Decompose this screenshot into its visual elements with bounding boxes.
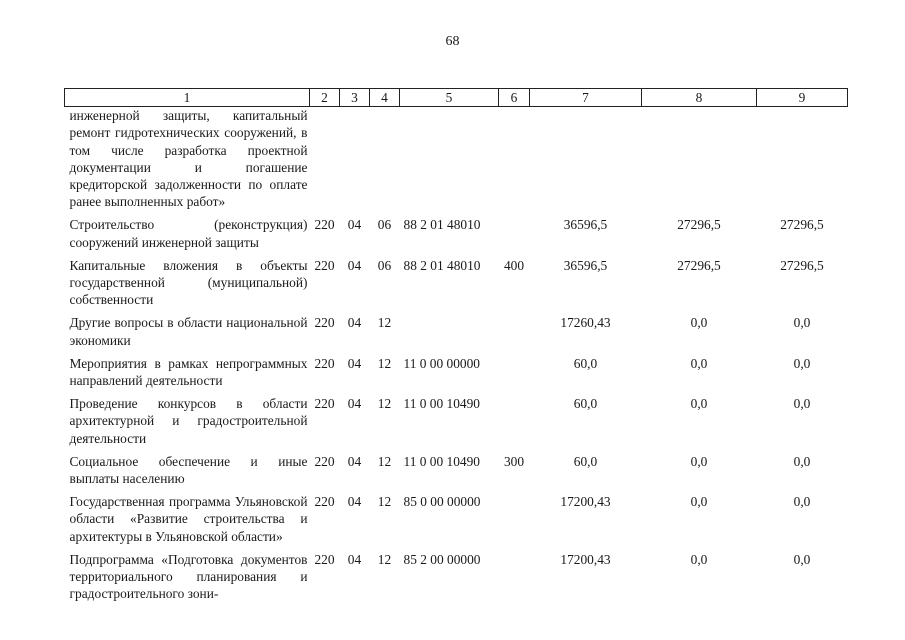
col-header-3: 3 [340,89,370,107]
row-code-section: 04 [347,396,362,412]
row-amount-col8: 0,0 [690,315,708,331]
row-code-subsection: 12 [377,551,392,567]
row-code-expense-type [499,545,530,603]
col-header-6: 6 [499,89,530,107]
row-amount-col8 [642,107,757,211]
row-name: Проведение конкурсов в области архитектурной и градостроительной деятельности [69,396,308,446]
col-header-9: 9 [757,89,848,107]
table-row [65,447,848,487]
row-code-section: 04 [347,494,362,510]
row-amount-col9: 0,0 [793,315,811,331]
row-name: Строительство (реконструкция) сооружений инженерной защиты [69,217,308,250]
table-row [65,251,848,309]
row-code-subsection: 06 [377,257,392,273]
row-code-ministry: 220 [314,453,335,469]
row-name: Подпрограмма «Подготовка документов территориального планирования и градостроительного зони- [69,551,308,602]
table-row [65,107,848,211]
row-code-expense-type: 400 [503,257,525,273]
col-header-4: 4 [370,89,400,107]
row-code-subsection [370,107,400,211]
row-amount-col8: 27296,5 [677,217,721,233]
table-header [65,89,848,107]
row-code-target: 11 0 00 10490 [403,453,480,469]
row-code-section [340,107,370,211]
row-code-expense-type [499,308,530,348]
row-name: Государственная программа Ульяновской области «Развитие строительства и архитектуры в Ульяновской области» [69,494,308,544]
row-amount-col7: 36596,5 [563,257,608,273]
row-code-subsection: 12 [377,355,392,371]
table-row [65,308,848,348]
table-row [65,210,848,250]
table-row [65,487,848,545]
row-code-expense-type [499,487,530,545]
row-code-target: 85 0 00 00000 [403,494,481,510]
row-amount-col9 [757,107,848,211]
row-code-target [400,107,499,211]
row-code-section: 04 [347,355,362,371]
row-code-ministry [310,107,340,211]
row-amount-col9: 27296,5 [780,217,824,233]
col-header-5: 5 [400,89,499,107]
row-code-subsection: 06 [377,217,392,233]
header-row [65,89,848,107]
row-code-subsection: 12 [377,494,392,510]
col-header-8: 8 [642,89,757,107]
row-code-ministry: 220 [314,396,335,412]
row-code-section: 04 [347,315,362,331]
row-amount-col8: 0,0 [690,355,708,371]
col-header-7: 7 [530,89,642,107]
row-name: Другие вопросы в области национальной экономики [69,315,308,348]
row-amount-col9: 0,0 [793,453,811,469]
row-amount-col9: 0,0 [793,355,811,371]
row-code-target: 88 2 01 48010 [403,217,481,233]
row-amount-col7: 60,0 [573,453,598,469]
row-code-ministry: 220 [314,551,335,567]
row-code-section: 04 [347,453,362,469]
row-amount-col8: 0,0 [690,453,708,469]
row-amount-col7: 36596,5 [563,217,608,233]
row-name: Капитальные вложения в объекты государственной (муниципальной) собственности [69,257,308,308]
row-amount-col9: 0,0 [793,551,811,567]
row-amount-col8: 0,0 [690,396,708,412]
budget-table [64,88,848,602]
row-code-target: 85 2 00 00000 [403,551,481,567]
row-code-target: 88 2 01 48010 [403,257,481,273]
row-code-ministry: 220 [314,355,335,371]
row-amount-col8: 0,0 [690,551,708,567]
row-code-subsection: 12 [377,453,392,469]
row-amount-col7 [530,107,642,211]
row-code-ministry: 220 [314,315,335,331]
row-code-section: 04 [347,217,362,233]
row-code-ministry: 220 [314,494,335,510]
row-code-expense-type: 300 [503,453,525,469]
page-number: 68 [445,34,460,49]
row-code-ministry: 220 [314,217,335,233]
table-row [65,389,848,447]
row-code-ministry: 220 [314,257,335,273]
table-row [65,545,848,603]
row-amount-col7: 17260,43 [560,315,611,331]
row-code-section: 04 [347,257,362,273]
row-code-subsection: 12 [377,396,392,412]
row-code-target [400,308,499,348]
row-code-section: 04 [347,551,362,567]
row-amount-col7: 17200,43 [560,551,611,567]
row-amount-col8: 27296,5 [677,257,721,273]
row-amount-col9: 0,0 [793,396,811,412]
row-code-expense-type [499,389,530,447]
row-code-target: 11 0 00 10490 [403,396,480,412]
row-name: инженерной защиты, капитальный ремонт гидротехнических сооружений, в том числе разработка проектной документации и погашение кредиторской задолженности по оплате ранее выполненных работ» [69,108,308,210]
row-code-expense-type [499,107,530,211]
row-code-subsection: 12 [377,315,392,331]
row-name: Мероприятия в рамках непрограммных направлений деятельности [69,355,308,389]
row-amount-col9: 0,0 [793,494,811,510]
row-code-expense-type [499,210,530,250]
row-amount-col7: 60,0 [573,396,598,412]
row-amount-col7: 60,0 [573,355,598,371]
table-body [65,107,848,603]
table-row [65,349,848,389]
row-code-expense-type [499,349,530,389]
col-header-2: 2 [310,89,340,107]
row-amount-col7: 17200,43 [560,494,611,510]
col-header-1: 1 [65,89,310,107]
row-amount-col9: 27296,5 [780,257,824,273]
row-name: Социальное обеспечение и иные выплаты населению [69,453,308,487]
row-amount-col8: 0,0 [690,494,708,510]
row-code-target: 11 0 00 00000 [403,355,480,371]
